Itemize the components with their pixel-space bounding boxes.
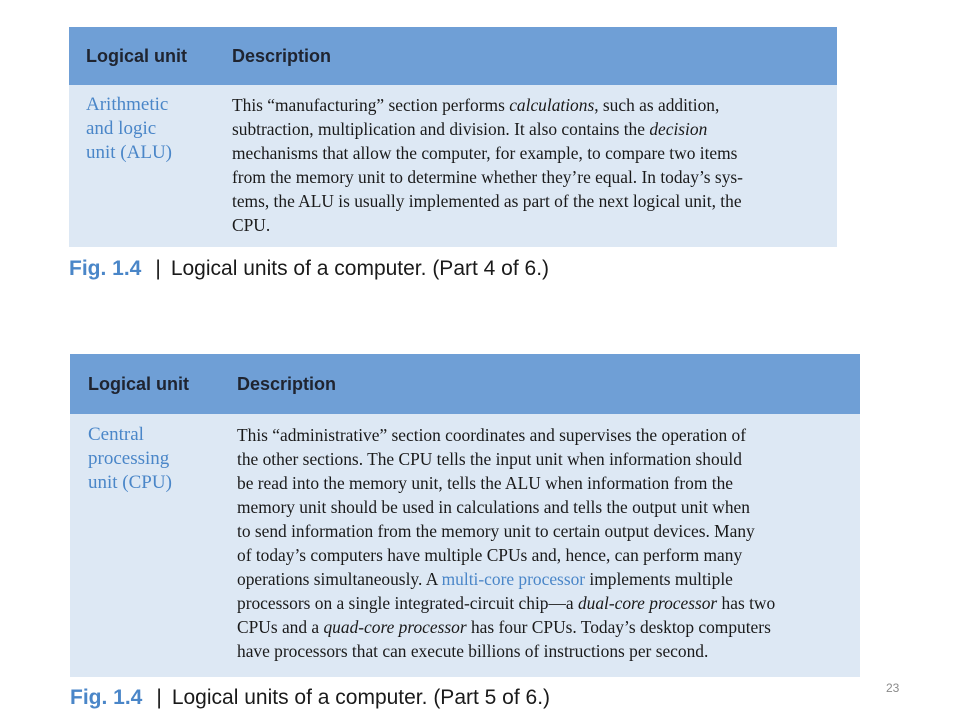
table-header <box>70 354 860 414</box>
page-number: 23 <box>886 681 900 695</box>
unit-name-line: Arithmetic <box>86 94 169 115</box>
table-header <box>69 27 837 85</box>
caption-text: Logical units of a computer. (Part 5 of 6.) <box>171 686 551 709</box>
desc-emphasis: dual-core processor <box>577 593 718 613</box>
alu-table <box>69 27 837 247</box>
desc-text: has two <box>717 593 776 613</box>
table-row <box>69 85 837 237</box>
cpu-table <box>70 354 860 677</box>
unit-name-line: processing <box>88 448 170 469</box>
figure-number: Fig. 1.4 <box>69 257 142 280</box>
caption-text: Logical units of a computer. (Part 4 of 6.) <box>170 257 550 280</box>
desc-line: the other sections. The CPU tells the input unit when information should <box>237 449 742 469</box>
desc-emphasis: quad-core processor <box>323 617 467 637</box>
desc-text: CPUs and a <box>237 617 324 637</box>
unit-name-line: and logic <box>86 118 157 139</box>
caption-separator: | <box>155 257 161 280</box>
desc-line: be read into the memory unit, tells the ALU when information from the <box>237 473 733 493</box>
desc-text: implements multiple <box>585 569 733 589</box>
figure-caption <box>70 686 550 710</box>
caption-separator: | <box>156 686 162 709</box>
alu-description <box>232 93 822 237</box>
desc-line: to send information from the memory unit to certain output devices. Many <box>237 521 755 541</box>
unit-name-line: unit (ALU) <box>86 142 173 163</box>
header-logical-unit: Logical unit <box>86 45 187 66</box>
key-term-multi-core: multi-core processor <box>441 569 586 589</box>
header-description: Description <box>237 373 337 394</box>
desc-line: have processors that can execute billions of instructions per second. <box>237 641 709 661</box>
desc-line: memory unit should be used in calculations and tells the output unit when <box>237 497 750 517</box>
desc-line: CPU. <box>232 215 271 235</box>
desc-text: processors on a single integrated-circuit chip—a <box>237 593 578 613</box>
desc-line <box>237 615 847 639</box>
desc-line <box>232 93 822 117</box>
desc-text: This “manufacturing” section performs <box>232 95 510 115</box>
header-description: Description <box>232 45 332 66</box>
desc-emphasis: calculations <box>509 95 595 115</box>
header-logical-unit: Logical unit <box>88 373 189 394</box>
table-row <box>70 414 860 663</box>
desc-line: tems, the ALU is usually implemented as part of the next logical unit, the <box>232 191 742 211</box>
desc-text: subtraction, multiplication and division. It also contains the <box>232 119 650 139</box>
desc-line: This “administrative” section coordinates and supervises the operation of <box>237 425 747 445</box>
figure-caption <box>69 257 549 281</box>
desc-line: from the memory unit to determine whether they’re equal. In today’s sys- <box>232 167 743 187</box>
desc-text: operations simultaneously. A <box>237 569 442 589</box>
desc-line <box>237 567 847 591</box>
unit-name-alu <box>69 93 232 237</box>
desc-text: has four CPUs. Today’s desktop computers <box>466 617 771 637</box>
desc-line <box>232 117 822 141</box>
unit-name-line: unit (CPU) <box>88 472 172 493</box>
desc-line: of today’s computers have multiple CPUs and, hence, can perform many <box>237 545 743 565</box>
desc-emphasis: decision <box>649 119 708 139</box>
desc-line: mechanisms that allow the computer, for example, to compare two items <box>232 143 738 163</box>
cpu-description <box>237 423 847 663</box>
figure-number: Fig. 1.4 <box>70 686 143 709</box>
unit-name-line: Central <box>88 424 144 445</box>
desc-text: , such as addition, <box>594 95 720 115</box>
desc-line <box>237 591 847 615</box>
unit-name-cpu <box>70 423 237 663</box>
